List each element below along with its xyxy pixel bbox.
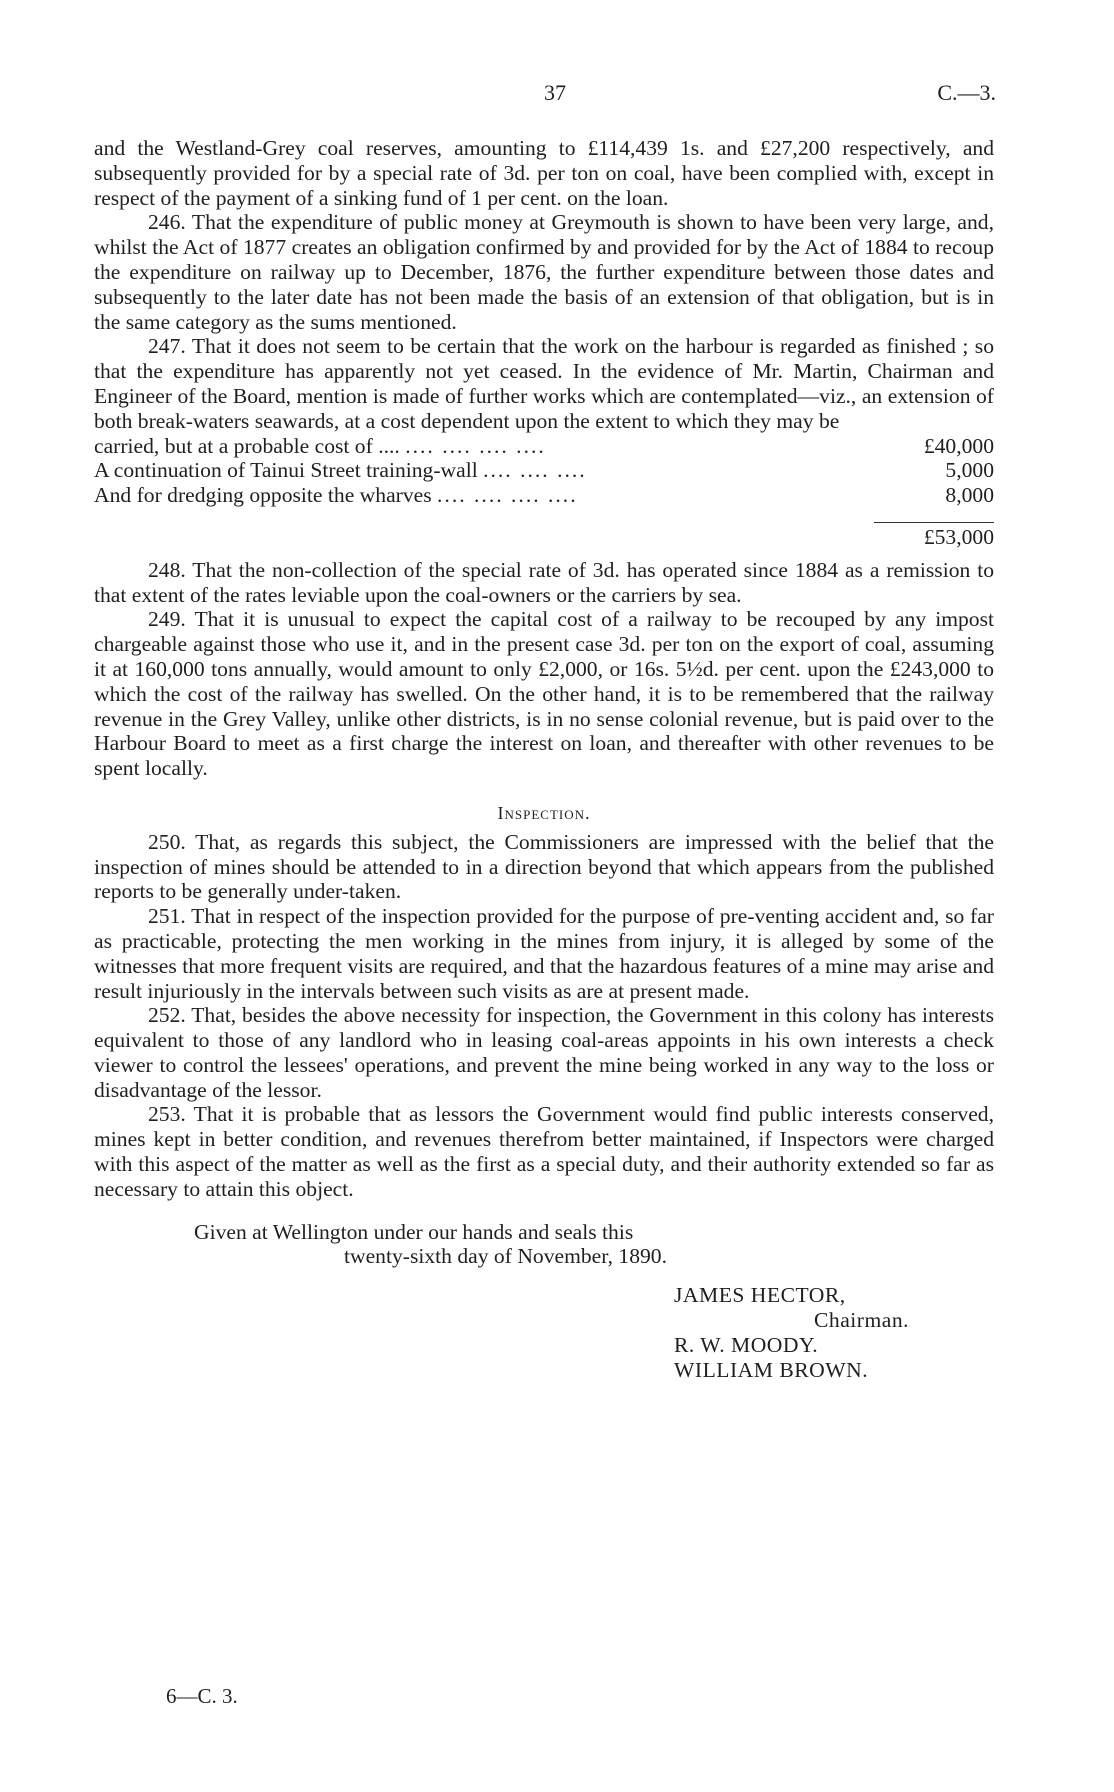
- cost-row: [94, 458, 994, 483]
- cost-label-text: carried, but at a probable cost of ....: [94, 433, 400, 458]
- cost-amount: 5,000: [945, 458, 994, 483]
- signatory-role: Chairman.: [814, 1308, 910, 1333]
- cost-total-row: [94, 522, 994, 550]
- cost-label: [94, 434, 874, 459]
- dating-clause: [94, 1220, 994, 1270]
- paragraph-249: 249. That it is unusual to expect the capital cost of a railway to be recouped by any impost chargeable against those who use it, and in the present case 3d. per ton on the export of coal, assuming it at 160,000 tons annually, would amount to only £2,000, or 16s. 5½d. per cent. upon the £243,000 to which the cost of the railway has swelled. On the other hand, it is to be remembered that the railway revenue in the Grey Valley, unlike other districts, is in no sense colonial revenue, but is paid over to the Harbour Board to meet as a first charge the interest on loan, and thereafter with other revenues to be spent locally.: [94, 607, 994, 781]
- cost-leader-dots: .... .... .... ....: [437, 483, 578, 508]
- cost-table: [94, 434, 994, 550]
- paragraph-250: 250. That, as regards this subject, the Commissioners are impressed with the belief that the inspection of mines should be attended to in a direction beyond that which appears from the published reports to be generally under-taken.: [94, 829, 994, 904]
- cost-label-text: And for dredging opposite the wharves: [94, 483, 432, 508]
- cost-label: [94, 458, 874, 483]
- body-text: [94, 136, 994, 1382]
- cost-amount: £40,000: [923, 433, 994, 458]
- cost-leader-dots: .... .... .... ....: [405, 433, 546, 458]
- paragraph-247: 247. That it does not seem to be certain that the work on the harbour is regarded as finished ; so that the expenditure has apparently not yet ceased. In the evidence of Mr. Martin, Chairman and Engineer of the Board, mention is made of further works which are contemplated—viz., an extension of both break-waters seawards, at a cost dependent upon the extent to which they may be: [94, 334, 994, 433]
- paragraph-248: 248. That the non-collection of the special rate of 3d. has operated since 1884 as a remission to that extent of the rates leviable upon the coal-owners or the carriers by sea.: [94, 557, 994, 607]
- signatory-name: WILLIAM BROWN.: [674, 1357, 869, 1382]
- cost-leader-dots: .... .... ....: [483, 458, 587, 483]
- paragraph-253: 253. That it is probable that as lessors the Government would find public interests conserved, mines kept in better condition, and revenues therefrom better maintained, if Inspectors were charged with this aspect of the matter as well as the first as a special duty, and their authority extended so far as necessary to attain this object.: [94, 1102, 994, 1201]
- paragraph-245-continued: and the Westland-Grey coal reserves, amounting to £114,439 1s. and £27,200 respectively, and subsequently provided for by a special rate of 3d. per ton on coal, have been complied with, except in respect of the payment of a sinking fund of 1 per cent. on the loan.: [94, 136, 994, 210]
- signatory-name: JAMES HECTOR,: [674, 1283, 846, 1308]
- cost-label: [94, 483, 874, 508]
- section-heading: Inspection.: [497, 802, 591, 823]
- paragraph-252: 252. That, besides the above necessity for inspection, the Government in this colony has interests equivalent to those of any landlord who in leasing coal-areas appoints in his own interests a check viewer to control the lessees' operations, and prevent the mine being worked in any way to the loss or disadvantage of the lessor.: [94, 1003, 994, 1102]
- page-number: 37: [544, 80, 566, 105]
- dating-line: twenty-sixth day of November, 1890.: [344, 1244, 667, 1269]
- dating-line: Given at Wellington under our hands and seals this: [194, 1219, 634, 1244]
- sheet-code: 6—C. 3.: [166, 1684, 238, 1708]
- cost-total: £53,000: [874, 522, 994, 550]
- cost-row: [94, 483, 994, 508]
- cost-amount: 8,000: [945, 483, 994, 508]
- signature-block: [94, 1283, 994, 1382]
- paragraph-251: 251. That in respect of the inspection provided for the purpose of pre-venting accident and, so far as practicable, protecting the men working in the mines from injury, it is alleged by some of the witnesses that more frequent visits are required, and that the hazardous features of a mine may arise and result injuriously in the intervals between such visits as are at present made.: [94, 904, 994, 1003]
- document-code: C.—3.: [937, 80, 996, 105]
- cost-row: [94, 434, 994, 459]
- signatory-name: R. W. MOODY.: [674, 1332, 819, 1357]
- cost-label-text: A continuation of Tainui Street training-wall: [94, 458, 478, 483]
- paragraph-246: 246. That the expenditure of public money at Greymouth is shown to have been very large, and, whilst the Act of 1877 creates an obligation confirmed by and provided for by the Act of 1884 to recoup the expenditure on railway up to December, 1876, the further expenditure between those dates and subsequently to the later date has not been made the basis of an extension of that obligation, but is in the same category as the sums mentioned.: [94, 210, 994, 334]
